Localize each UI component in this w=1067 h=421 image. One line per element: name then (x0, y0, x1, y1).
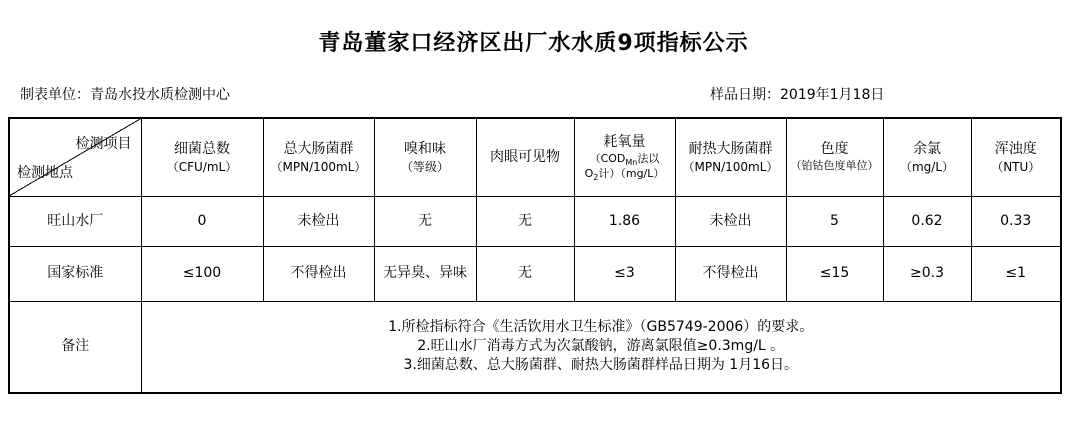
column-header-2 (374, 118, 476, 196)
value-cell-r0-c4: 1.86 (574, 196, 675, 246)
column-name: 嗅和味 (404, 140, 446, 157)
table-row (9, 246, 1061, 301)
value-cell-r1-c4: ≤3 (574, 246, 675, 301)
column-name: 余氯 (913, 140, 941, 157)
column-header-1 (263, 118, 374, 196)
corner-header-cell (9, 118, 141, 196)
column-unit: （等级） (400, 159, 449, 174)
column-unit: （$COD_{Mn}$法以 $O_2$计）（mg/L） (584, 151, 665, 182)
column-header-0 (141, 118, 263, 196)
column-header-8 (971, 118, 1061, 196)
remark-label: 备注 (9, 301, 141, 393)
value-cell-r1-c7: ≥0.3 (883, 246, 971, 301)
value-cell-r1-c1: 不得检出 (263, 246, 374, 301)
column-unit: （MPN/100mL） (682, 159, 779, 174)
column-name: 耗氧量 (603, 133, 646, 150)
value-cell-r0-c2: 无 (374, 196, 476, 246)
value-cell-r0-c8: 0.33 (971, 196, 1061, 246)
page-title: 青岛董家口经济区出厂水水质9项指标公示 (318, 31, 749, 56)
corner-label-items: 检测项目 (75, 136, 132, 152)
column-unit: （NTU） (991, 159, 1041, 174)
water-quality-table (8, 117, 1062, 394)
row-label: 国家标准 (9, 246, 141, 301)
value-cell-r0-c0: 0 (141, 196, 263, 246)
column-name: 色度 (820, 141, 849, 158)
column-header-4 (574, 118, 675, 196)
column-header-5 (675, 118, 786, 196)
value-cell-r0-c1: 未检出 (263, 196, 374, 246)
row-label: 旺山水厂 (9, 196, 141, 246)
value-cell-r0-c7: 0.62 (883, 196, 971, 246)
value-cell-r0-c6: 5 (786, 196, 883, 246)
value-cell-r0-c5: 未检出 (675, 196, 786, 246)
table-row (9, 196, 1061, 246)
remark-row (9, 301, 1061, 393)
column-name: 耐热大肠菌群 (688, 140, 773, 157)
remark-notes: 1.所检指标符合《生活饮用水卫生标准》（GB5749-2006）的要求。 2.旺山水厂消毒方式为次氯酸钠，游离氯限值≥0.3mg/L 。 3.细菌总数、总大肠菌群、耐热大肠菌群样品日期为 1月16日。 (141, 301, 1061, 393)
column-name: 浑浊度 (994, 140, 1037, 157)
prepared-by-label: 制表单位：青岛水投水质检测中心 (20, 87, 230, 103)
corner-label-locations: 检测地点 (17, 164, 73, 181)
column-header-6 (786, 118, 883, 196)
value-cell-r1-c2: 无异臭、异味 (374, 246, 476, 301)
column-name: 总大肠菌群 (283, 140, 354, 157)
value-cell-r1-c8: ≤1 (971, 246, 1061, 301)
column-unit: （MPN/100mL） (270, 159, 367, 174)
column-unit: （CFU/mL） (166, 159, 238, 174)
value-cell-r1-c5: 不得检出 (675, 246, 786, 301)
value-cell-r0-c3: 无 (476, 196, 574, 246)
table-header-row (9, 118, 1061, 196)
value-cell-r1-c3: 无 (476, 246, 574, 301)
column-unit: （铂钴色度单位） (790, 159, 879, 173)
column-unit: （mg/L） (899, 159, 955, 174)
value-cell-r1-c6: ≤15 (786, 246, 883, 301)
sample-date-label: 样品日期：2019年1月18日 (710, 87, 885, 103)
value-cell-r1-c0: ≤100 (141, 246, 263, 301)
column-header-7 (883, 118, 971, 196)
column-header-3 (476, 118, 574, 196)
column-name: 细菌总数 (174, 140, 230, 157)
column-name: 肉眼可见物 (490, 148, 560, 165)
